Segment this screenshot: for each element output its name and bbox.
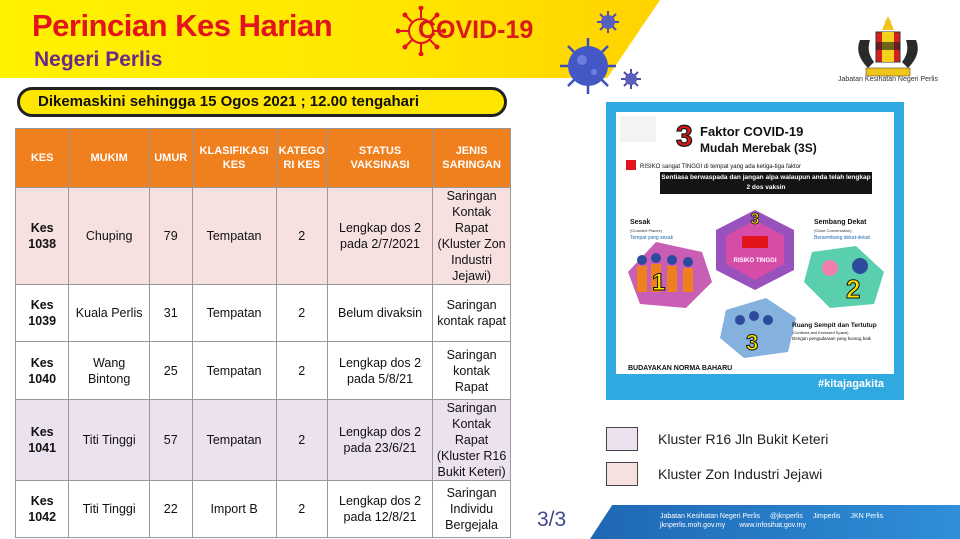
legend-swatch xyxy=(606,427,638,451)
cell-jenis-saringan: Saringan kontak Rapat xyxy=(433,342,511,400)
table-header-row xyxy=(16,129,511,188)
column-header-jenis-saringan: JENIS SARINGAN xyxy=(433,129,511,188)
column-header-umur: UMUR xyxy=(149,129,192,188)
cell-jenis-saringan: Saringan Individu Bergejala xyxy=(433,481,511,538)
cell-status-vaksinasi: Lengkap dos 2 pada 5/8/21 xyxy=(327,342,432,400)
poster-title: Faktor COVID-19 xyxy=(700,124,804,139)
footer-twitter: @jknperlis xyxy=(770,513,803,520)
cell-jenis-saringan: Saringan kontak rapat xyxy=(433,285,511,342)
column-header-klasifikasi: KLASIFIKASI KES xyxy=(192,129,276,188)
table-row xyxy=(16,285,511,342)
poster-risk-text: RISIKO sangat TINGGI di tempat yang ada ketiga-tiga faktor xyxy=(640,164,801,170)
cell-status-vaksinasi: Belum divaksin xyxy=(327,285,432,342)
table-row xyxy=(16,342,511,400)
cell-mukim: Wang Bintong xyxy=(69,342,150,400)
cell-kategori: 2 xyxy=(276,400,327,481)
cell-umur: 57 xyxy=(149,400,192,481)
cell-status-vaksinasi: Lengkap dos 2 pada 23/6/21 xyxy=(327,400,432,481)
poster-s2-number: 2 xyxy=(846,274,861,304)
poster-s2-desc: Bersembang dekat-dekat xyxy=(814,235,870,241)
cell-jenis-saringan: Saringan Kontak Rapat (Kluster Zon Industri Jejawi) xyxy=(433,188,511,285)
3s-poster xyxy=(606,102,904,400)
cell-umur: 31 xyxy=(149,285,192,342)
poster-s1-en: (Crowded Places) xyxy=(630,228,662,233)
cell-umur: 79 xyxy=(149,188,192,285)
footer-website-2: www.infosihat.gov.my xyxy=(739,522,807,529)
poster-footer-text: BUDAYAKAN NORMA BAHARU xyxy=(628,365,733,372)
page-title: Perincian Kes Harian xyxy=(32,8,333,43)
poster-s3-desc: Dengan pengudaraan yang kurang baik xyxy=(792,336,872,341)
legend-item xyxy=(606,462,828,486)
page-number: 3/3 xyxy=(537,508,567,531)
table-row xyxy=(16,481,511,538)
cell-klasifikasi: Tempatan xyxy=(192,342,276,400)
virus-icon xyxy=(620,68,642,90)
cluster-legend xyxy=(606,427,828,497)
cell-klasifikasi: Tempatan xyxy=(192,285,276,342)
agency-label: Jabatan Kesihatan Negeri Perlis xyxy=(837,76,938,83)
cell-mukim: Titi Tinggi xyxy=(69,400,150,481)
poster-s2-title: Sembang Dekat xyxy=(814,219,867,226)
cell-kes: Kes 1041 xyxy=(16,400,69,481)
cell-kategori: 2 xyxy=(276,342,327,400)
poster-number: 3 xyxy=(676,120,693,153)
poster-s3-en: (Confined and Enclosed Space) xyxy=(792,330,849,335)
cell-kes: Kes 1042 xyxy=(16,481,69,538)
virus-icon xyxy=(556,36,620,96)
legend-item xyxy=(606,427,828,451)
alarm-icon xyxy=(626,160,636,170)
poster-banner-text: Sentiasa berwaspada dan jangan alpa walaupun anda telah lengkap 2 dos vaksin xyxy=(661,174,871,191)
table-row xyxy=(16,400,511,481)
cell-status-vaksinasi: Lengkap dos 2 pada 2/7/2021 xyxy=(327,188,432,285)
cell-mukim: Titi Tinggi xyxy=(69,481,150,538)
cell-kategori: 2 xyxy=(276,285,327,342)
cell-umur: 22 xyxy=(149,481,192,538)
column-header-kategori: KATEGO RI KES xyxy=(276,129,327,188)
legend-label: Kluster Zon Industri Jejawi xyxy=(658,466,823,482)
poster-graphic xyxy=(616,112,894,390)
page-subtitle: Negeri Perlis xyxy=(34,48,163,71)
cell-jenis-saringan: Saringan Kontak Rapat (Kluster R16 Bukit Keteri) xyxy=(433,400,511,481)
cell-klasifikasi: Import B xyxy=(192,481,276,538)
poster-s3-title: Ruang Sempit dan Tertutup xyxy=(792,322,877,329)
poster-subtitle: Mudah Merebak (3S) xyxy=(700,141,817,155)
cell-klasifikasi: Tempatan xyxy=(192,400,276,481)
footer-agency: Jabatan Kesihatan Negeri Perlis xyxy=(660,513,761,520)
footer-contacts xyxy=(660,512,883,530)
cell-mukim: Chuping xyxy=(69,188,150,285)
cell-kategori: 2 xyxy=(276,481,327,538)
poster-s2-en: (Close Conversation) xyxy=(814,228,852,233)
covid-label: COVID-19 xyxy=(418,16,534,44)
column-header-kes: KES xyxy=(16,129,69,188)
legend-label: Kluster R16 Jln Bukit Keteri xyxy=(658,431,829,447)
poster-body xyxy=(616,112,894,390)
column-header-mukim: MUKIM xyxy=(69,129,150,188)
cell-kategori: 2 xyxy=(276,188,327,285)
poster-center-label: RISIKO TINGGI xyxy=(733,258,777,264)
poster-s3-bottom-number: 3 xyxy=(746,330,759,355)
case-details-table xyxy=(15,128,511,538)
cell-kes: Kes 1039 xyxy=(16,285,69,342)
footer-instagram: Jimperlis xyxy=(812,513,841,520)
poster-hashtag: #kitajagakita xyxy=(817,378,884,390)
footer-facebook: JKN Perlis xyxy=(850,513,884,520)
cell-kes: Kes 1038 xyxy=(16,188,69,285)
update-date-banner: Dikemaskini sehingga 15 Ogos 2021 ; 12.00 tengahari xyxy=(17,87,507,117)
cell-klasifikasi: Tempatan xyxy=(192,188,276,285)
cell-mukim: Kuala Perlis xyxy=(69,285,150,342)
poster-s1-desc: Tempat yang sesak xyxy=(630,235,674,241)
legend-swatch xyxy=(606,462,638,486)
cell-status-vaksinasi: Lengkap dos 2 pada 12/8/21 xyxy=(327,481,432,538)
poster-s1-title: Sesak xyxy=(630,219,651,226)
virus-icon xyxy=(596,10,620,34)
column-header-status-vaksinasi: STATUS VAKSINASI xyxy=(327,129,432,188)
poster-s3-number: 3 xyxy=(750,211,760,228)
cell-kes: Kes 1040 xyxy=(16,342,69,400)
table-row xyxy=(16,188,511,285)
poster-s1-number: 1 xyxy=(652,269,666,296)
cell-umur: 25 xyxy=(149,342,192,400)
government-crest-logo xyxy=(838,10,938,82)
footer-website: jknperlis.moh.gov.my xyxy=(660,522,726,529)
